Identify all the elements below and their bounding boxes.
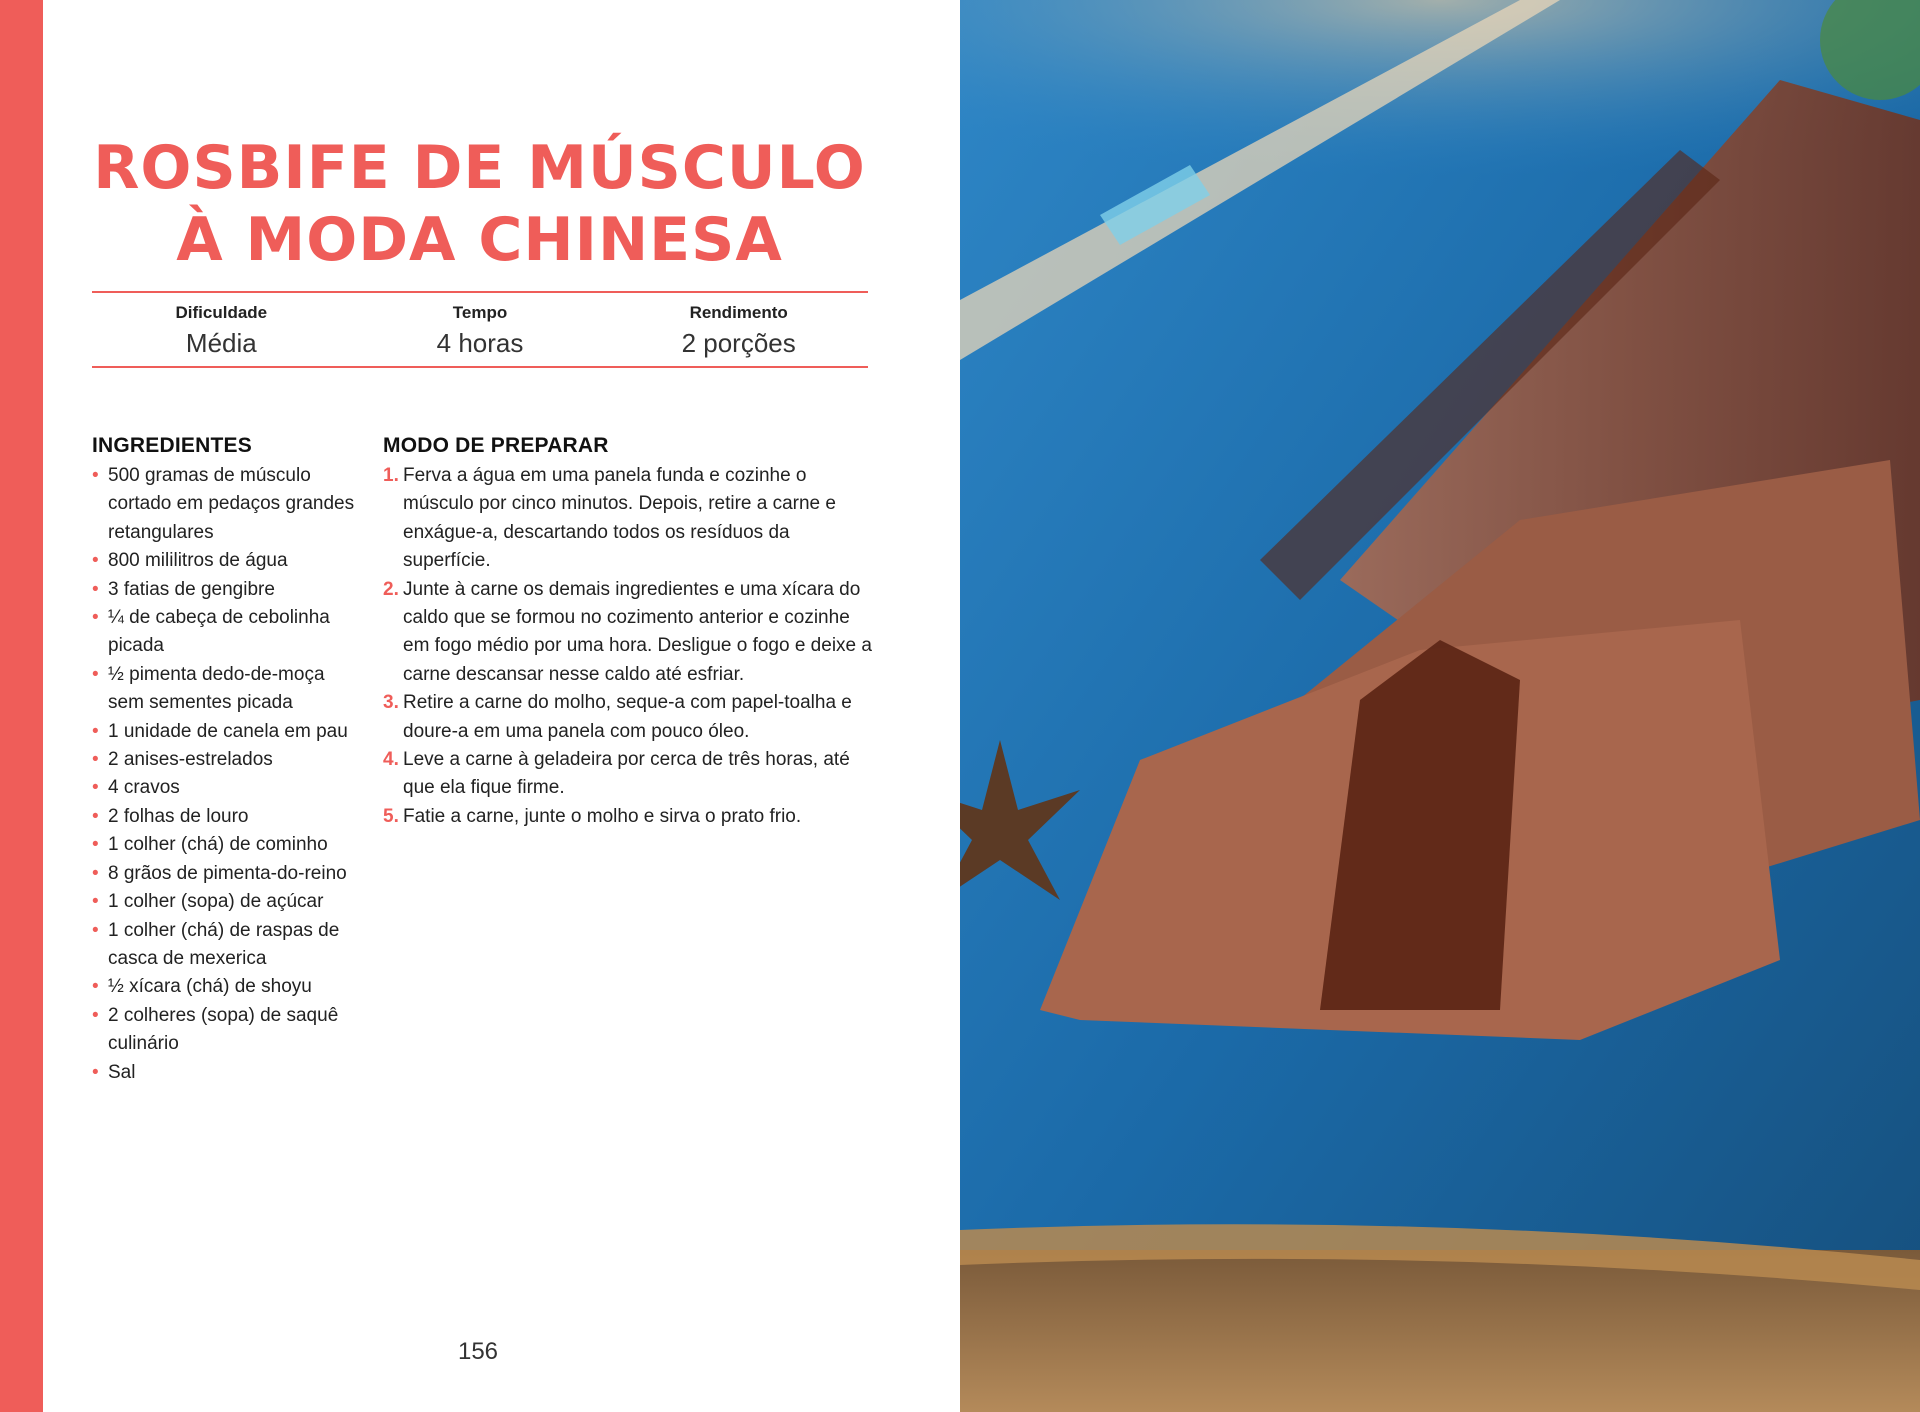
method-step [383,462,873,576]
stat-label: Rendimento [689,303,788,322]
stat-label: Tempo [452,303,508,322]
ingredient-item [92,803,357,831]
bullet-icon: • [92,834,99,856]
ingredient-text: 2 folhas de louro [108,805,249,827]
ingredient-item [92,462,357,547]
ingredient-item [92,831,357,859]
ingredient-text: 3 fatias de gengibre [108,578,275,600]
bullet-icon: • [92,919,99,941]
recipe-title-line-2: À MODA CHINESA [176,205,783,275]
step-number: 3. [383,692,399,714]
step-number: 1. [383,465,399,486]
ingredients-heading: INGREDIENTES [92,434,252,457]
step-number: 5. [383,805,399,827]
ingredient-item [92,774,357,802]
ingredient-text: ½ pimenta dedo-de-moça sem sementes picada [108,663,325,714]
ingredient-text: Sal [108,1061,136,1083]
ingredient-text: 2 anises-estrelados [108,749,273,771]
method-steps [383,462,873,831]
stats-bottom-rule [92,366,868,368]
bullet-icon: • [92,749,99,771]
ingredient-text: ¼ de cabeça de cebolinha picada [108,607,330,657]
step-text: Leve a carne à geladeira por cerca de três horas, até que ela fique firme. [403,749,850,799]
ingredient-item [92,661,357,718]
bullet-icon: • [92,891,99,913]
bullet-icon: • [92,607,99,629]
ingredient-item [92,973,357,1001]
bullet-icon: • [92,550,99,572]
step-text: Junte à carne os demais ingredientes e uma xícara do caldo que se formou no cozimento anterior e cozinhe em fogo médio por uma hora. Desligue o fogo e deixe a carne descansar nesse caldo até esfriar. [403,578,872,685]
bullet-icon: • [92,777,99,799]
recipe-photo [960,0,1920,1412]
bullet-icon: • [92,720,99,742]
stat-yield [609,302,868,364]
ingredient-text: 8 grãos de pimenta-do-reino [108,862,347,884]
bullet-icon: • [92,465,99,486]
method-step [383,746,873,803]
recipe-title [92,132,867,276]
accent-side-bar [0,0,43,1412]
ingredient-text: 1 unidade de canela em pau [108,720,348,742]
ingredient-text: 1 colher (chá) de cominho [108,834,328,856]
step-number: 4. [383,749,399,771]
ingredient-text: 2 colheres (sopa) de saquê culinário [108,1004,339,1055]
method-step [383,576,873,690]
method-step [383,689,873,746]
bullet-icon: • [92,1004,99,1026]
method-section [383,432,873,831]
recipe-stats [92,302,868,364]
step-text: Ferva a água em uma panela funda e cozinhe o músculo por cinco minutos. Depois, retire a carne e enxágue-a, descartando todos os resíduos da superfície. [403,465,836,572]
ingredient-text: 1 colher (chá) de raspas de casca de mexerica [108,919,340,969]
stat-label: Dificuldade [175,303,268,322]
ingredient-item [92,888,357,916]
ingredients-list [92,462,357,1087]
bullet-icon: • [92,805,99,827]
ingredient-item [92,1059,357,1087]
ingredient-text: 4 cravos [108,777,180,799]
ingredient-text: 1 colher (sopa) de açúcar [108,891,324,913]
bullet-icon: • [92,1061,99,1083]
ingredient-text: ½ xícara (chá) de shoyu [108,976,312,998]
recipe-title-line-1: ROSBIFE DE MÚSCULO [93,133,866,203]
ingredient-item [92,917,357,974]
step-number: 2. [383,578,399,600]
ingredient-item [92,547,357,575]
bullet-icon: • [92,862,99,884]
ingredient-item [92,718,357,746]
ingredient-item [92,576,357,604]
bullet-icon: • [92,578,99,600]
ingredient-item [92,860,357,888]
ingredient-text: 800 mililitros de água [108,550,288,572]
method-step [383,803,873,831]
stat-value: Média [185,328,257,358]
ingredient-item [92,1002,357,1059]
ingredient-text: 500 gramas de músculo cortado em pedaços grandes retangulares [108,465,355,543]
bullet-icon: • [92,976,99,998]
step-text: Fatie a carne, junte o molho e sirva o prato frio. [403,805,802,827]
ingredient-item [92,604,357,661]
ingredient-item [92,746,357,774]
bullet-icon: • [92,663,99,685]
stats-top-rule [92,291,868,293]
stat-time [351,302,610,364]
step-text: Retire a carne do molho, seque-a com papel-toalha e doure-a em uma panela com pouco óleo. [403,692,852,742]
ingredients-section [92,432,357,1087]
page-number: 156 [457,1338,499,1365]
stat-value: 2 porções [681,328,796,358]
method-heading: MODO DE PREPARAR [383,434,609,457]
roast-beef-photo [960,0,1920,1412]
stat-value: 4 horas [436,328,524,358]
stat-difficulty [92,302,351,364]
